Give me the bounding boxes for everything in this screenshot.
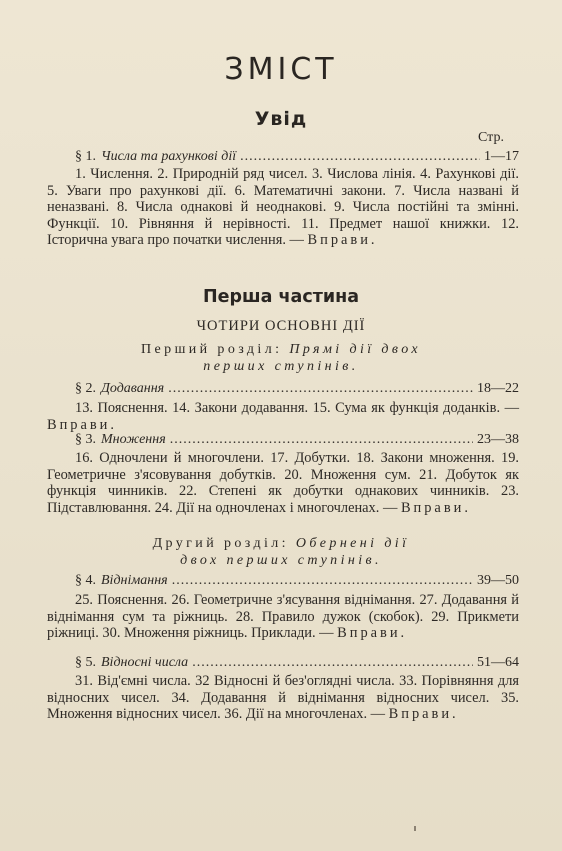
toc-entry-5-topics — [47, 673, 519, 723]
toc-entry-pages: 1—17 — [484, 149, 519, 164]
toc-entry-pages: 39—50 — [477, 573, 519, 588]
toc-entry-number: § 4. — [75, 573, 96, 588]
chapter-title: Прямі дії двох — [289, 342, 421, 357]
toc-entry-number: § 1. — [75, 149, 96, 164]
exercises-label: Вправи. — [337, 625, 408, 642]
dot-leader — [168, 381, 473, 397]
chapter-2-heading-line1 — [0, 535, 562, 552]
toc-entry-1-topics — [47, 166, 519, 249]
paper-speck — [414, 826, 416, 831]
pages-column-label: Стр. — [478, 130, 504, 145]
toc-entry-2-topics — [47, 400, 519, 433]
chapter-title-cont: двох перших ступінів. — [180, 553, 382, 568]
section-heading-intro: Увід — [254, 108, 308, 130]
page-title: ЗМІСТ — [224, 52, 338, 87]
dot-leader — [170, 432, 473, 448]
toc-entry-title: Множення — [101, 432, 166, 447]
toc-entry-title: Відносні числа — [101, 655, 189, 670]
topics-text: 1. Числення. 2. Природній ряд чисел. 3. Числова лінія. 4. Рахункові дії. 5. Уваги про рахункові дії. 6. Математичні закони. 7. Числа названі й неназвані. 8. Числа однакові й неоднакові. 9. Числа постійні та змінні. Функції. 10. Рівняння й нерівності. 11. Предмет нашої книжки. 12. Історична увага про початки числення. — — [47, 166, 519, 249]
toc-entry-5[interactable] — [75, 655, 519, 673]
toc-entry-1[interactable] — [75, 149, 519, 167]
toc-entry-4[interactable] — [75, 573, 519, 591]
toc-entry-title: Віднімання — [101, 573, 168, 588]
topics-text: 25. Пояснення. 26. Геометричне з'ясування віднімання. 27. Додавання й віднімання сум та ріжниць. 28. Правило дужок (скобок). 29. Прикмети ріжниці. 30. Множення ріжниць. Приклади. — — [47, 592, 519, 642]
chapter-label: Другий розділ: — [152, 536, 289, 551]
dot-leader — [240, 149, 480, 165]
chapter-1-heading-line2 — [0, 358, 562, 375]
toc-entry-number: § 5. — [75, 655, 96, 670]
part-subtitle: ЧОТИРИ ОСНОВНІ ДІЇ — [196, 318, 366, 334]
toc-entry-pages: 18—22 — [477, 381, 519, 396]
exercises-label: Вправи. — [400, 499, 471, 516]
toc-entry-3-topics — [47, 450, 519, 516]
section-heading-part-one: Перша частина — [202, 287, 360, 307]
toc-entry-4-topics — [47, 592, 519, 642]
dot-leader — [192, 655, 473, 671]
topics-text: 31. Від'ємні числа. 32 Відносні й без'оглядні числа. 33. Порівняння для відносних чисел. 34. Додавання й віднімання відносних чисел. 35. Множення відносних чисел. 36. Дії на многочленах. — — [47, 673, 519, 723]
dot-leader — [172, 573, 473, 589]
chapter-label: Перший розділ: — [141, 342, 283, 357]
toc-entry-pages: 23—38 — [477, 432, 519, 447]
toc-entry-3[interactable] — [75, 432, 519, 450]
topics-text: 16. Одночлени й многочлени. 17. Добутки. 18. Закони множення. 19. Геометричне з'ясовування добутків. 20. Множення сум. 21. Добуток як функція чинників. 22. Степені як добутки однакових чинників. 23. Підставлювання. 24. Дії на одночленах і многочленах. — — [47, 450, 519, 516]
chapter-title-cont: перших ступінів. — [203, 359, 359, 374]
toc-entry-2[interactable] — [75, 381, 519, 399]
chapter-2-heading-line2 — [0, 552, 562, 569]
exercises-label: Вправи. — [388, 706, 459, 723]
exercises-label: Вправи. — [307, 232, 378, 249]
toc-entry-title: Числа та рахункові дії — [101, 149, 237, 164]
toc-entry-title: Додавання — [101, 381, 165, 396]
chapter-title: Обернені дії — [295, 536, 410, 551]
toc-entry-pages: 51—64 — [477, 655, 519, 670]
toc-entry-number: § 2. — [75, 381, 96, 396]
exercises-label: Вправи. — [47, 416, 117, 433]
toc-entry-number: § 3. — [75, 432, 96, 447]
topics-text: 13. Пояснення. 14. Закони додавання. 15. Сума як функція доданків. — — [75, 400, 519, 416]
chapter-1-heading-line1 — [0, 341, 562, 358]
